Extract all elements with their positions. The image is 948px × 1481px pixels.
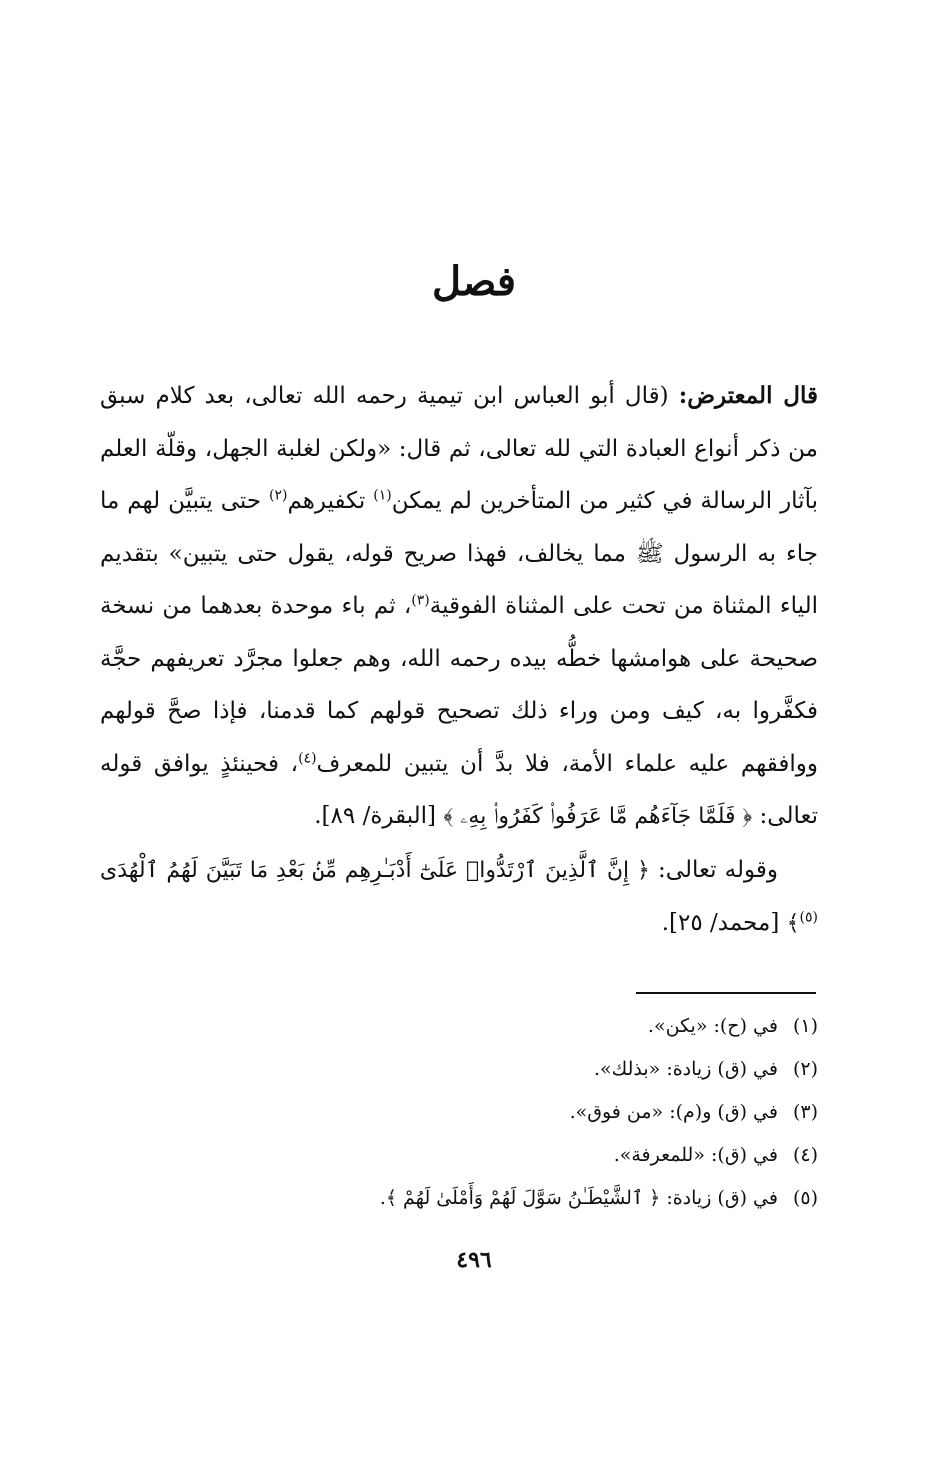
text-segment: وقوله تعالى: [649,856,778,883]
footnote-item [128,1048,818,1091]
footnote-text: في (ق) زيادة: «بذلك». [593,1058,778,1080]
text-segment: حتى يتبيَّن لهم ما جاء به الرسول ﷺ مما يخالف، فهذا صريح قوله، يقول حتى يتبين» بتقديم الياء المثناة من تحت على المثناة الفوقية [100,488,818,619]
verse-reference: [محمد/ ٢٥]. [661,910,787,936]
text-segment: ، فحينئذٍ يوافق قوله تعالى: [100,750,818,829]
footnote-divider [636,992,816,994]
paragraph-second-verse [100,844,818,951]
section-title: فصل [431,258,517,305]
verse-reference: [البقرة/ ٨٩]. [314,803,444,829]
footnote-item [128,1005,818,1048]
footnote-ref-5: (٥) [799,909,818,926]
footnote-number: (٤) [792,1144,818,1166]
speaker-label: قال المعترض: [678,382,818,409]
footnote-number: (١) [792,1015,818,1037]
footnote-text: في (ح): «يكن». [647,1015,778,1037]
footnote-ref-3: (٣) [411,592,430,609]
footnotes [128,1005,818,1220]
footnote-item [128,1134,818,1177]
paragraph-objector-quote [100,370,818,844]
text-segment: (قال أبو العباس ابن تيمية رحمه الله تعالى، بعد كلام سبق من ذكر أنواع العبادة التي لله تعالى، ثم قال: «ولكن لغلبة الجهل، وقلّة العلم بآثار الرسالة في كثير من المتأخرين لم يمكن [100,383,818,514]
footnote-text: في (ق): «للمعرفة». [613,1144,778,1166]
footnote-text: في (ق) زيادة: ﴿ ٱلشَّيْطَـٰنُ سَوَّلَ لَهُمْ وَأَمْلَىٰ لَهُمْ ﴾. [379,1187,778,1209]
footnote-item [128,1177,818,1220]
quran-verse: ﴿ إِنَّ ٱلَّذِينَ ٱرْتَدُّوا۟ عَلَىٰٓ أَدْبَـٰرِهِم مِّنۢ بَعْدِ مَا تَبَيَّنَ لَهُمُ ٱلْهُدَى [100,857,650,883]
footnote-ref-4: (٤) [298,749,317,766]
page-number: ٤٩٦ [456,1247,492,1273]
footnote-text: في (ق) و(م): «من فوق». [569,1101,778,1123]
text-segment: تكفيرهم [287,488,374,514]
quran-verse: ﴿ فَلَمَّا جَآءَهُم مَّا عَرَفُوا۟ كَفَرُوا۟ بِهِۦ ﴾ [443,804,753,829]
footnote-number: (٥) [792,1187,818,1209]
main-text [100,370,818,951]
footnote-number: (٣) [792,1101,818,1123]
footnote-ref-2: (٢) [269,487,288,504]
footnote-item [128,1091,818,1134]
text-segment: ، ثم باء موحدة بعدهما من نسخة صحيحة على هوامشها خطُّه بيده رحمه الله، وهم جعلوا مجرَّد تعريفهم حجَّة فكفَّروا به، كيف ومن وراء ذلك تصحيح قولهم كما قدمنا، فإذا صحَّ قولهم ووافقهم عليه علماء الأمة، فلا بدَّ أن يتبين للمعرف [100,593,818,777]
footnote-number: (٢) [792,1058,818,1080]
quran-verse-end: ﴾ [786,911,800,936]
footnote-ref-1: (١) [373,487,392,504]
